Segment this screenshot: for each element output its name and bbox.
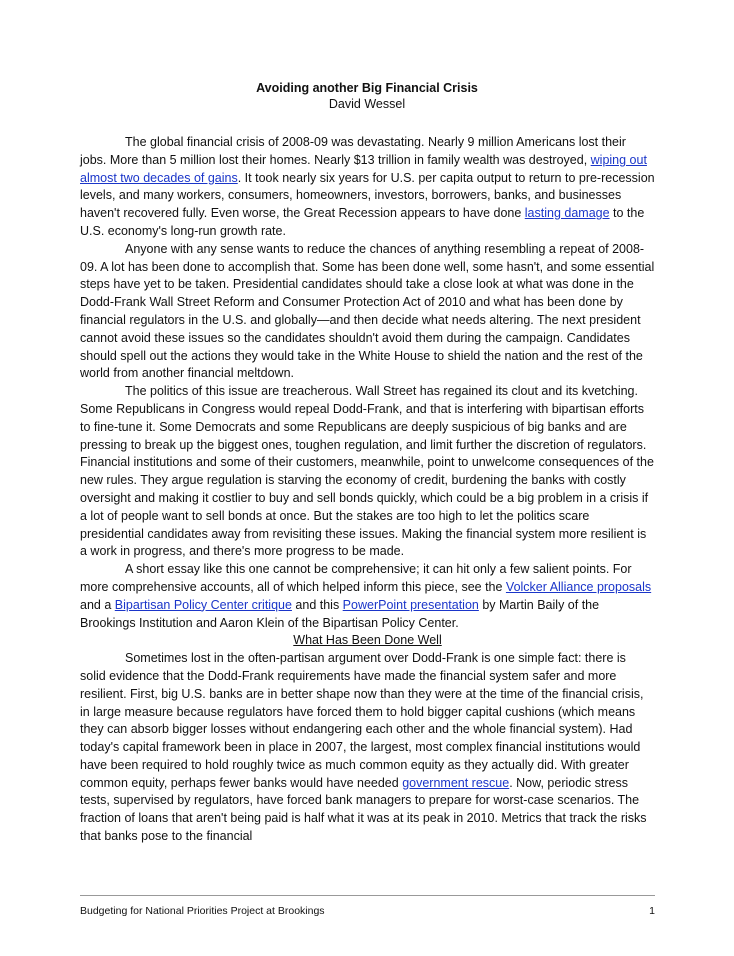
paragraph-5 [80,650,655,846]
text-run: . It took nearly six years for U.S. per capita output to return to pre-recession levels, and many workers, consumers, homeowners, investors, borrowers, banks, and businesses haven't recovered fully. Even worse, the Great Recession appears to have done [80,170,655,221]
link-lasting-damage[interactable]: lasting damage [524,206,610,221]
document-body [80,134,655,846]
document-author: David Wessel [328,97,406,111]
text-run: . Now, periodic stress tests, supervised by regulators, have forced bank managers to prepare for worst-case scenarios. The fraction of loans that aren't being paid is half what it was at its peak in 2010. Metrics that track the risks that banks pose to the financial [80,775,647,844]
link-volcker-alliance[interactable]: Volcker Alliance proposals [505,579,652,594]
document-title: Avoiding another Big Financial Crisis [256,81,478,95]
paragraph-1 [80,134,655,241]
link-bipartisan-policy-center[interactable]: Bipartisan Policy Center critique [114,597,292,612]
text-run: by Martin Baily of the Brookings Institution and Aaron Klein of the Bipartisan Policy Center. [80,597,600,630]
text-run: A short essay like this one cannot be comprehensive; it can hit only a few salient points. For more comprehensive accounts, all of which helped inform this piece, see the [80,562,632,594]
page-footer [80,905,655,917]
text-run: and this [291,597,343,612]
paragraph-3: The politics of this issue are treacherous. Wall Street has regained its clout and its kvetching. Some Republicans in Congress would repeal Dodd-Frank, and that is interfering with bipartisan efforts to fine-tune it. Some Democrats and some Republicans are deeply suspicious of big banks and are pressing to break up the biggest ones, toughen regulation, and limit further the discretion of regulators. Financial institutions and some of their customers, meanwhile, point to unwelcome consequences of the new rules. They argue regulation is starving the economy of credit, burdening the banks with costly oversight and making it costlier to buy and sell bonds quickly, which could be a big problem in a crisis if a lot of people want to sell bonds at once. But the stakes are too high to let the politics scare presidential candidates away from revisiting these issues. Making the financial system more resilient is a work in progress, and there's more progress to be made. [80,384,654,559]
footer-text: Budgeting for National Priorities Project at Brookings [80,905,325,917]
text-run: to the U.S. economy's long-run growth rate. [80,206,645,238]
link-wiping-out-gains[interactable]: wiping out almost two decades of gains [80,152,647,185]
paragraph-4 [80,561,655,632]
page-number: 1 [649,905,655,917]
link-powerpoint-presentation[interactable]: PowerPoint presentation [342,597,479,612]
text-run: The global financial crisis of 2008-09 was devastating. Nearly 9 million Americans lost their jobs. More than 5 million lost their homes. Nearly $13 trillion in family wealth was destroyed, [80,135,626,167]
text-run: and a [80,597,115,612]
footer-divider [80,895,655,896]
link-government-rescue[interactable]: government rescue [402,775,510,790]
section-heading: What Has Been Done Well [293,633,442,648]
document-header [0,80,734,113]
text-run: Sometimes lost in the often-partisan argument over Dodd-Frank is one simple fact: there is solid evidence that the Dodd-Frank requirements have made the financial system safer and more resilient. First, big U.S. banks are in better shape now than they were at the time of the financial crisis, in large measure because regulators have forced them to hold bigger capital cushions (which means they can absorb bigger losses without endangering each other and the whole financial system). Had today's capital framework been in place in 2007, the largest, most complex financial institutions would have been required to hold roughly twice as much common equity as they actually did. With greater common equity, perhaps fewer banks would have needed [80,651,644,790]
paragraph-2: Anyone with any sense wants to reduce the chances of anything resembling a repeat of 2008-09. A lot has been done to accomplish that. Some has been done well, some hasn't, and some essential steps have yet to be taken. Presidential candidates should take a close look at what was done in the Dodd-Frank Wall Street Reform and Consumer Protection Act of 2010 and what has been done by financial regulators in the U.S. and globally—and then decide what needs altering. The next president cannot avoid these issues so the candidates shouldn't avoid them during the campaign. Candidates should spell out the actions they would take in the White House to shield the nation and the rest of the world from another financial meltdown. [80,241,655,381]
